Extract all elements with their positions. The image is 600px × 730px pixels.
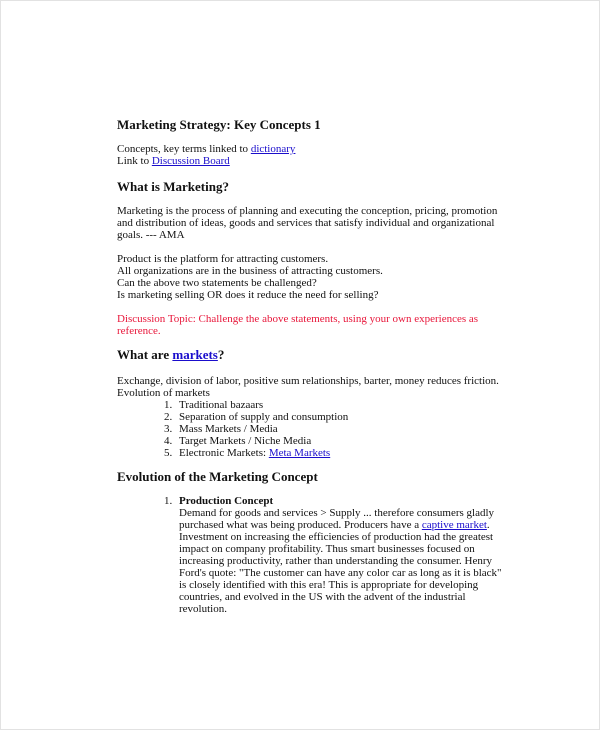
intro-text: Link to (117, 155, 152, 167)
text-line: reference. (117, 325, 161, 337)
intro-text: Concepts, key terms linked to (117, 143, 251, 155)
list-item (117, 411, 499, 423)
text-line: Discussion Topic: Challenge the above statements, using your own experiences as (117, 313, 479, 325)
text-line: Product is the platform for attracting customers. (117, 253, 329, 265)
heading-text: What are (117, 347, 173, 362)
text-line: countries, and evolved in the US with the advent of the industrial (179, 591, 466, 603)
text-line: revolution. (179, 603, 227, 615)
markets-evolution-list (117, 399, 499, 459)
heading-text: ? (217, 347, 225, 362)
list-number: 5. (164, 447, 173, 459)
text-line: . (486, 519, 490, 531)
discussion-board-link[interactable]: Discussion Board (151, 155, 230, 167)
page-title: Marketing Strategy: Key Concepts 1 (117, 117, 321, 132)
text-line: Demand for goods and services > Supply ... therefore consumers gladly (179, 507, 495, 519)
list-number: 4. (164, 435, 173, 447)
text-line: purchased what was being produced. Producers have a (179, 519, 422, 531)
text-line: is closely identified with this era! This is appropriate for developing (179, 579, 479, 591)
list-text: Traditional bazaars (179, 399, 264, 411)
captive-market-link[interactable]: captive market (421, 519, 487, 531)
dictionary-link[interactable]: dictionary (250, 143, 296, 155)
markets-link[interactable]: markets (172, 347, 218, 362)
list-item (117, 447, 499, 459)
list-number: 3. (164, 423, 173, 435)
list-number: 1. (164, 399, 173, 411)
intro (117, 143, 295, 167)
text-line: Is marketing selling OR does it reduce the need for selling? (117, 289, 379, 301)
list-text: Electronic Markets: (179, 447, 269, 459)
list-text: Mass Markets / Media (179, 423, 278, 435)
discussion-topic (117, 313, 478, 337)
list-item (117, 399, 499, 411)
statements-paragraph (117, 253, 383, 301)
text-line: and distribution of ideas, goods and services that satisfy individual and organizational (117, 217, 495, 229)
evolution-list (117, 495, 502, 615)
list-text: Target Markets / Niche Media (179, 435, 312, 447)
evolution-heading: Evolution of the Marketing Concept (117, 469, 318, 484)
definition-paragraph (117, 205, 497, 241)
production-concept-title: Production Concept (179, 495, 274, 507)
text-line: increasing productivity, rather than understanding the consumer. Henry (179, 555, 493, 567)
text-line: goals. --- AMA (117, 229, 185, 241)
text-line: Exchange, division of labor, positive sum relationships, barter, money reduces friction. (117, 375, 499, 387)
list-item-production-concept (117, 495, 502, 615)
meta-markets-link[interactable]: Meta Markets (268, 447, 331, 459)
list-text: Separation of supply and consumption (179, 411, 349, 423)
text-line: Can the above two statements be challenged? (117, 277, 317, 289)
text-line: Evolution of markets (117, 387, 210, 399)
list-number: 1. (164, 495, 173, 507)
list-item (117, 423, 499, 435)
text-line: Marketing is the process of planning and executing the conception, pricing, promotion (117, 205, 498, 217)
text-line: All organizations are in the business of attracting customers. (117, 265, 383, 277)
list-number: 2. (164, 411, 173, 423)
list-item (117, 435, 499, 447)
markets-section (117, 375, 499, 459)
text-line: impact on company profitability. Thus smart businesses focused on (179, 543, 475, 555)
what-is-marketing-heading: What is Marketing? (117, 179, 229, 194)
text-line: Investment on increasing the efficiencies of production had the greatest (179, 531, 494, 543)
what-are-markets-heading (117, 348, 224, 362)
text-line: Ford's quote: "The customer can have any color car as long as it is black" (179, 567, 502, 579)
